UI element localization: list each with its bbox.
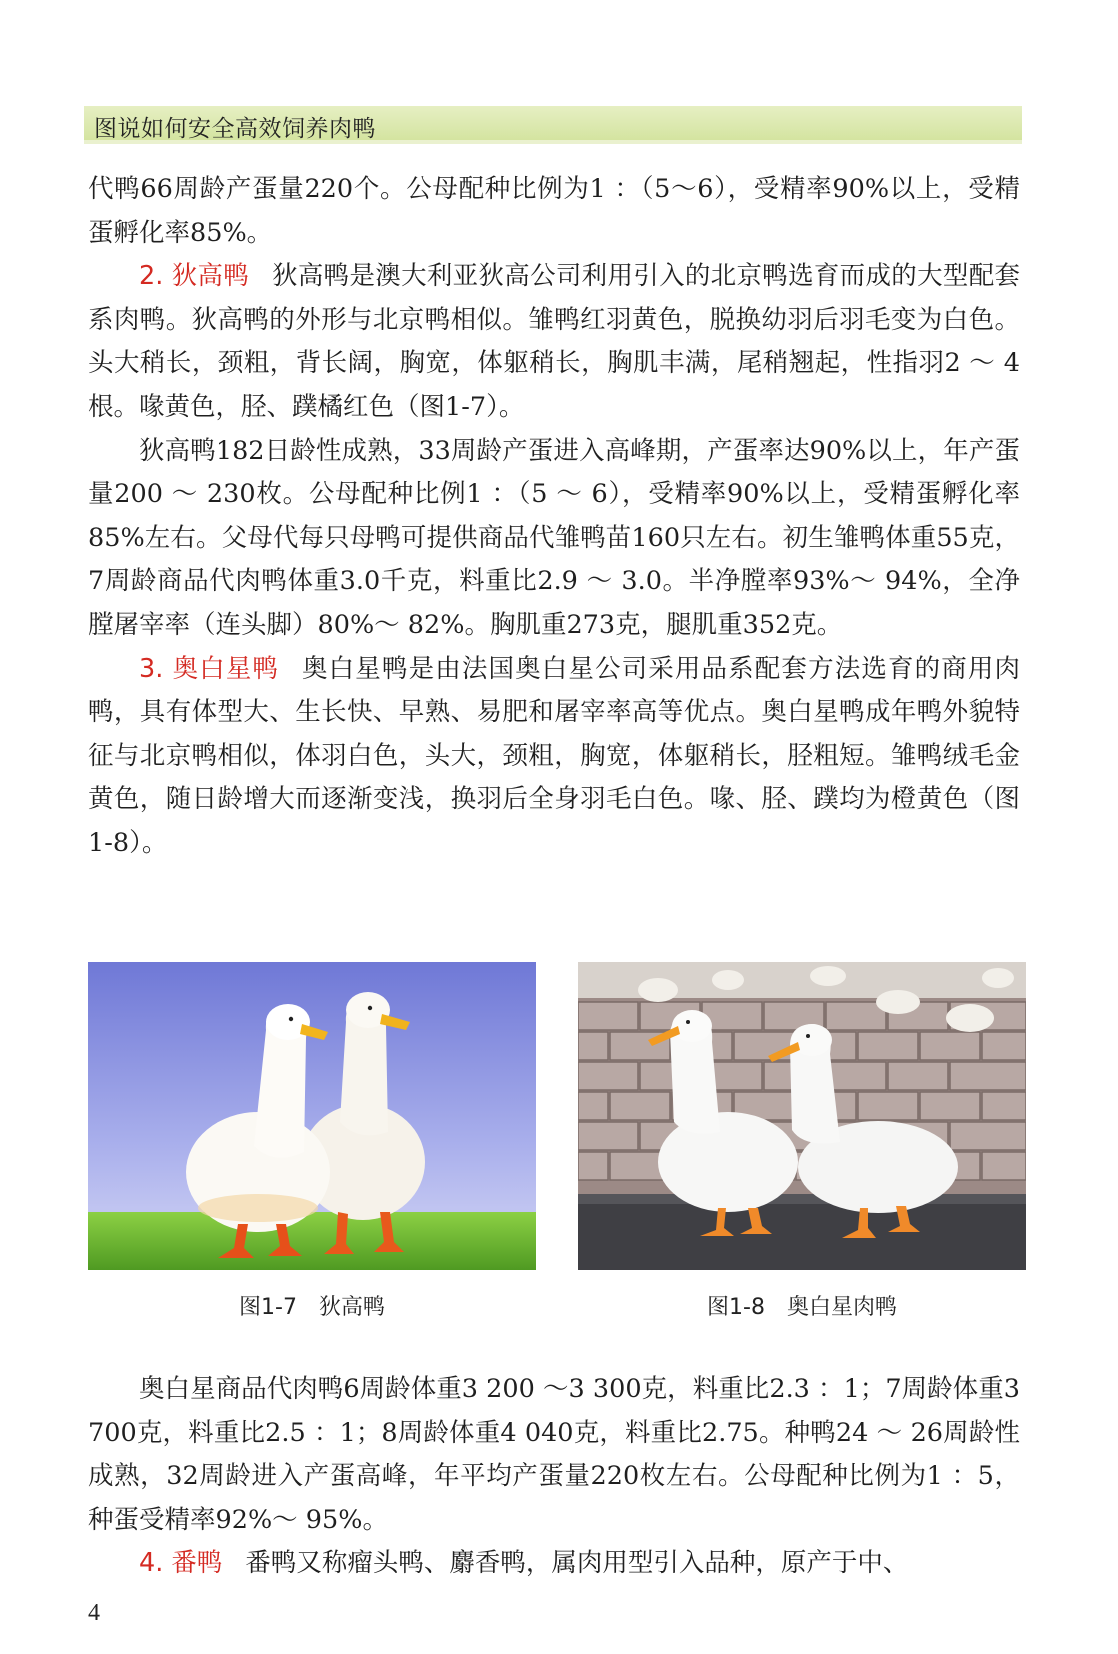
figure-photo-dikao-duck bbox=[88, 962, 536, 1270]
subheading: 4. 番鸭 bbox=[139, 1548, 223, 1579]
paragraph: 3. 奥白星鸭 奥白星鸭是由法国奥白星公司采用品系配套方法选育的商用肉鸭，具有体型大、生长快、早熟、易肥和屠宰率高等优点。奥白星鸭成年鸭外貌特征与北京鸭相似，体羽白色，头大，颈粗，胸宽，体躯稍长，胫粗短。雏鸭绒毛金黄色，随日龄增大而逐渐变浅，换羽后全身羽毛白色。喙、胫、蹼均为橙黄色（图1-8）。 bbox=[88, 653, 1020, 858]
page-number: 4 bbox=[88, 1600, 100, 1626]
paragraph: 狄高鸭182日龄性成熟，33周龄产蛋进入高峰期，产蛋率达90%以上，年产蛋量200 ～ 230枚。公母配种比例1 ：（5 ～ 6），受精率90%以上，受精蛋孵化率85%左右。父母代每只母鸭可提供商品代雏鸭苗160只左右。初生雏鸭体重55克，7周龄商品代肉鸭体重3.0千克，料重比2.9 ～ 3.0。半净膛率93%～ 94%，全净膛屠宰率（连头脚）80%～ 82%。胸肌重273克，腿肌重352克。 bbox=[88, 435, 1020, 640]
figure-photo-aobaixing-duck bbox=[578, 962, 1026, 1270]
body-text-bottom bbox=[88, 1368, 1020, 1586]
running-header bbox=[84, 106, 1022, 140]
figure-caption: 图1-8 奥白星肉鸭 bbox=[707, 1295, 897, 1320]
paragraph: 奥白星商品代肉鸭6周龄体重3 200 ～3 300克，料重比2.3 ：1；7周龄体重3 700克，料重比2.5 ：1；8周龄体重4 040克，料重比2.75。种鸭24 ～ 26周龄性成熟，32周龄进入产蛋高峰，年平均产蛋量220枚左右。公母配种比例为1 ：5，种蛋受精率92%～ 95%。 bbox=[88, 1374, 1020, 1535]
figure-caption: 图1-7 狄高鸭 bbox=[239, 1295, 385, 1320]
subheading: 3. 奥白星鸭 bbox=[139, 653, 280, 684]
paragraph: 2. 狄高鸭 狄高鸭是澳大利亚狄高公司利用引入的北京鸭选育而成的大型配套系肉鸭。狄高鸭的外形与北京鸭相似。雏鸭红羽黄色，脱换幼羽后羽毛变为白色。头大稍长，颈粗，背长阔，胸宽，体躯稍长，胸肌丰满，尾稍翘起，性指羽2 ～ 4根。喙黄色，胫、蹼橘红色（图1-7）。 bbox=[88, 261, 1020, 422]
paragraph: 4. 番鸭 番鸭又称瘤头鸭、麝香鸭，属肉用型引入品种，原产于中、 bbox=[139, 1548, 909, 1579]
body-text-top bbox=[88, 168, 1020, 866]
subheading: 2. 狄高鸭 bbox=[139, 261, 250, 292]
paragraph: 代鸭66周龄产蛋量220个。公母配种比例为1 ：（5～6），受精率90%以上，受精蛋孵化率85%。 bbox=[88, 174, 1020, 248]
book-title: 图说如何安全高效饲养肉鸭 bbox=[94, 116, 376, 142]
